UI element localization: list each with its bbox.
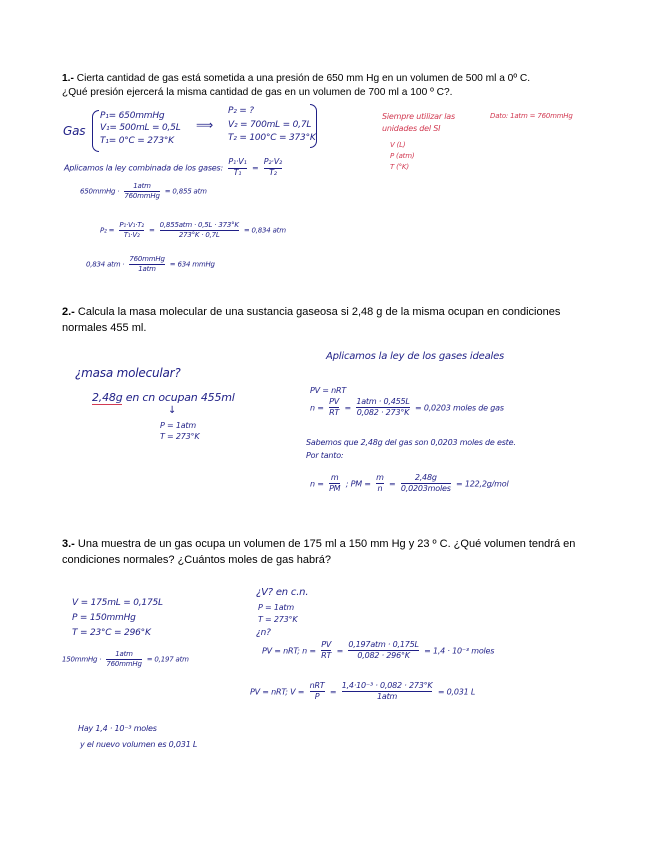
hw1-p2-eq: =: [148, 226, 155, 235]
hw2-m-num2: m: [376, 473, 384, 482]
hw3-p: P = 150mmHg: [72, 613, 136, 623]
hw3-v-result: = 0,031 L: [437, 687, 476, 697]
hw1-p2-left: P₂ =: [100, 226, 115, 235]
hw1-p2-den: T₁·V₂: [119, 230, 144, 240]
hw2-n-den: RT: [329, 407, 340, 417]
problem-2-text: Calcula la masa molecular de una sustancia gaseosa si 2,48 g de la misma ocupan en condiciones normales 455 ml.: [62, 306, 561, 334]
hw1-conv-frac: [124, 183, 159, 200]
hw1-conv-left: 650mmHg ·: [80, 187, 120, 196]
hw3-n-den: RT: [321, 650, 332, 660]
hw1-ley-num1: P₁·V₁: [228, 158, 246, 169]
hw1-conv-den: 760mmHg: [124, 191, 160, 200]
hw2-m-result: = 122,2g/mol: [456, 479, 509, 489]
hw1-ley-frac2: [264, 158, 282, 178]
hw3-v-calc: [250, 682, 475, 702]
hw1-ley-den2: T₂: [269, 167, 277, 177]
hw2-given: [92, 391, 235, 404]
hw2-question: ¿masa molecular?: [75, 366, 181, 380]
hw2-m-den: PM: [329, 483, 341, 493]
hw3-pv1: PV = nRT; n =: [262, 646, 316, 656]
hw3-conversion: [62, 651, 189, 668]
hw3-v-num2: 1,4·10⁻³ · 0,082 · 273°K: [341, 681, 433, 690]
hw2-n-frac2: [356, 398, 409, 418]
problem-1-line1: Cierta cantidad de gas está sometida a una presión de 650 mm Hg en un volumen de 500 ml a 0º C.: [73, 73, 531, 84]
hw2-m-num3: 2,48g: [414, 473, 437, 482]
hw3-v-frac2: [342, 682, 433, 702]
hw1-p1: P₁= 650mmHg: [100, 111, 165, 121]
hw2-n-num2: 1atm · 0,455L: [356, 397, 410, 406]
hw3-q2: ¿n?: [256, 628, 271, 638]
problem-3-statement: [62, 536, 602, 568]
hw2-pm-calc: [310, 474, 508, 494]
hw1-red-note1: Siempre utilizar las: [382, 112, 455, 121]
hw1-red-p: P (atm): [390, 152, 415, 160]
hw2-m-semi: ; PM =: [345, 479, 371, 489]
hw2-n-result: = 0,0203 moles de gas: [414, 403, 504, 413]
hw2-m-frac3: [401, 474, 451, 494]
hw3-conv-left: 150mmHg ·: [62, 655, 102, 664]
hw1-p2-den2: 273°K · 0,7L: [160, 230, 239, 240]
hw3-v: V = 175mL = 0,175L: [72, 598, 163, 608]
hw3-conv-result: = 0,197 atm: [146, 655, 189, 664]
hw2-portanto: Por tanto:: [306, 451, 344, 460]
problem-2-statement: [62, 304, 602, 336]
hw1-p2-num: P₁·V₁·T₂: [119, 221, 144, 229]
hw1-red-v: V (L): [390, 141, 406, 149]
hw2-given-rest: en cn ocupan 455ml: [125, 391, 235, 404]
hw2-m-den3: 0,0203moles: [400, 483, 451, 493]
hw3-pcn: P = 1atm: [258, 603, 294, 612]
hw1-p2-frac1: [119, 222, 144, 239]
hw2-aplicamos: Aplicamos la ley de los gases ideales: [326, 351, 505, 362]
problem-1-line2: ¿Qué presión ejercerá la misma cantidad de gas en un volumen de 700 ml a 100 º C?.: [62, 87, 453, 98]
hw3-n-result: = 1,4 · 10⁻³ moles: [424, 646, 495, 656]
hw3-n-frac2: [348, 641, 418, 661]
hw1-right-brace: [310, 104, 317, 148]
hw1-ley-num2: P₂·V₂: [264, 158, 282, 169]
hw1-v2: V₂ = 700mL = 0,7L: [228, 120, 312, 130]
hw3-n-frac1: [321, 641, 331, 661]
hw2-n-calc: [310, 398, 504, 418]
hw1-ley-frac1: [228, 158, 246, 178]
hw2-sabemos: Sabemos que 2,48g del gas son 0,0203 moles de este.: [306, 438, 516, 447]
hw1-p2-result: = 0,834 atm: [243, 226, 286, 235]
hw1-red-t: T (°K): [390, 163, 409, 171]
hw1-v1: V₁= 500mL = 0,5L: [100, 123, 181, 133]
hw2-m-frac1: [329, 474, 340, 494]
hw3-q1: ¿V? en c.n.: [256, 587, 309, 598]
problem-1-number: 1.-: [62, 73, 74, 84]
hw1-red-dato: Dato: 1atm = 760mmHg: [490, 112, 573, 120]
hw3-v-num: nRT: [309, 681, 325, 690]
hw1-arrow: ⟹: [196, 118, 214, 132]
hw1-gas-label: Gas: [63, 124, 86, 138]
hw3-conv-den: 760mmHg: [106, 659, 142, 668]
hw1-ley-text: Aplicamos la ley combinada de los gases:: [64, 163, 223, 173]
problem-3-text: Una muestra de un gas ocupa un volumen de 175 ml a 150 mm Hg y 23 º C. ¿Qué volumen tendrá en condiciones normales? ¿Cuántos moles de gas habrá?: [62, 538, 576, 566]
hw2-pv: PV = nRT: [310, 386, 347, 395]
hw1-conv-result: = 0,855 atm: [164, 187, 207, 196]
hw3-v-den2: 1atm: [342, 691, 433, 702]
hw1-p2-calc: [100, 222, 286, 239]
problem-2-number: 2.-: [62, 306, 75, 318]
hw3-conv-num: 1atm: [115, 650, 133, 658]
hw2-m-left: n =: [310, 479, 324, 489]
hw3-v-den: P: [310, 691, 325, 702]
hw2-n-frac1: [329, 398, 339, 418]
hw3-n-eq: =: [336, 646, 344, 656]
hw1-p2-frac2: [160, 222, 239, 239]
hw3-n-num2: 0,197atm · 0,175L: [348, 640, 419, 649]
hw3-pv2: PV = nRT; V =: [250, 687, 305, 697]
hw3-n-calc: [262, 641, 494, 661]
hw1-p2-num2: 0,855atm · 0,5L · 373°K: [159, 221, 239, 229]
hw3-v-frac1: [310, 682, 325, 702]
hw1-t1: T₁= 0°C = 273°K: [100, 136, 174, 146]
hw2-given-mass: 2,48g: [92, 391, 123, 404]
hw2-t: T = 273°K: [160, 432, 200, 441]
hw3-conv-frac: [106, 651, 141, 668]
hw2-m-num: m: [330, 473, 339, 482]
hw1-back-left: 0,834 atm ·: [86, 260, 125, 269]
hw3-t: T = 23°C = 296°K: [72, 628, 151, 638]
hw1-red-note2: unidades del SI: [382, 124, 441, 133]
hw1-back-frac: [129, 256, 164, 273]
hw1-back-conversion: [86, 256, 215, 273]
hw3-tcn: T = 273°K: [258, 615, 298, 624]
hw3-v-eq: =: [329, 687, 337, 697]
hw3-hay: Hay 1,4 · 10⁻³ moles: [78, 724, 157, 733]
hw3-nuevo: y el nuevo volumen es 0,031 L: [80, 740, 198, 749]
hw1-conv-num: 1atm: [133, 182, 151, 190]
hw1-conversion: [80, 183, 207, 200]
hw1-left-brace: [92, 110, 99, 152]
problem-3-number: 3.-: [62, 538, 75, 550]
hw2-down-arrow: ↓: [168, 405, 177, 416]
hw2-m-den2: n: [377, 483, 383, 493]
hw2-n-num: PV: [329, 397, 340, 406]
hw2-n-left: n =: [310, 403, 324, 413]
hw1-back-num: 760mmHg: [129, 255, 165, 263]
hw2-m-eq: =: [389, 479, 396, 489]
hw3-n-den2: 0,082 · 296°K: [348, 650, 418, 661]
hw2-p: P = 1atm: [160, 421, 196, 430]
hw1-back-den: 1atm: [129, 264, 164, 274]
hw1-ley-den1: T₁: [233, 167, 242, 177]
hw3-n-num: PV: [321, 640, 332, 649]
hw2-m-frac2: [376, 474, 384, 494]
hw2-n-eq: =: [344, 403, 351, 413]
hw2-n-den2: 0,082 · 273°K: [356, 407, 410, 417]
hw1-ley-line: Aplicamos la ley combinada de los gases: $\frac{\text{P₁·V₁}}{\text{T₁}}$ = $\frac{\text{P₂·V₂}}{\text{T₂}}$: [64, 157, 283, 177]
problem-1-statement: [62, 72, 602, 100]
hw1-p2: P₂ = ?: [228, 106, 254, 116]
hw1-back-result: = 634 mmHg: [169, 260, 215, 269]
hw1-t2: T₂ = 100°C = 373°K: [228, 133, 316, 143]
